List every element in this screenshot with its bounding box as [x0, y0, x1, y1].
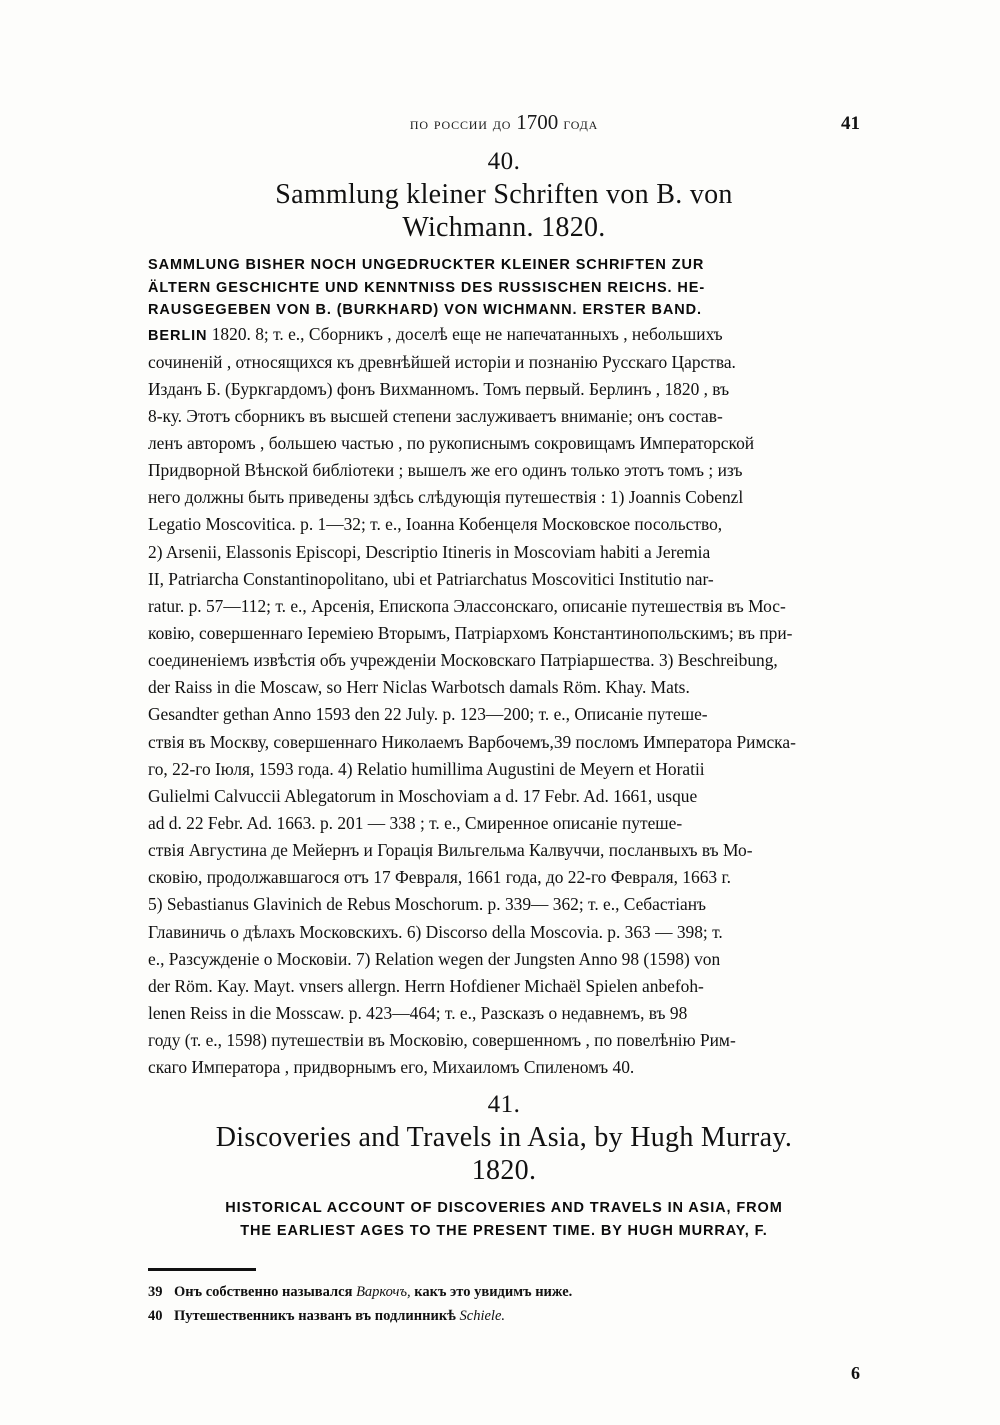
sheet-signature: 6 [851, 1363, 860, 1384]
entry-40-title-line-1: Sammlung kleiner Schriften von B. von [275, 179, 733, 210]
caps-line: HISTORICAL ACCOUNT OF DISCOVERIES AND TRAVELS IN ASIA, FROM [225, 1200, 783, 1217]
body-line: Главиничь о дѣлахъ Московскихъ. 6) Discorso della Moscovia. p. 363 — 398; т. [148, 921, 723, 942]
body-line: году (т. е., 1598) путешествіи въ Московію, совершенномъ , по повелѣнію Рим- [148, 1030, 736, 1051]
footnote-text-before: Путешественникъ названъ въ подлинникѣ [174, 1307, 460, 1324]
footnote-number: 39 [148, 1284, 163, 1301]
body-line: Изданъ Б. (Буркгардомъ) фонъ Вихманномъ. Томъ первый. Берлинъ , 1820 , въ [148, 378, 730, 399]
body-line: 5) Sebastianus Glavinich de Rebus Moschorum. p. 339— 362; т. е., Себастіанъ [148, 894, 707, 915]
caps-line-inline: BERLIN [148, 328, 208, 345]
body-line: 2) Arsenii, Elassonis Episcopi, Descriptio Itineris in Moscoviam habiti a Jeremia [148, 541, 711, 562]
footnote-separator [148, 1268, 256, 1271]
footnote-text-before: Онъ собственно назывался [174, 1284, 357, 1301]
body-line: Придворной Вѣнской библіотеки ; вышелъ же его одинъ только этотъ томъ ; изъ [148, 460, 743, 481]
body-line: ствія Августина де Мейернъ и Горація Вильгельма Калвуччи, посланвыхъ въ Мо- [148, 840, 753, 861]
body-line: сковію, продолжавшагося отъ 17 Февраля, 1661 года, до 22-го Февраля, 1663 г. [148, 867, 731, 888]
page-content [148, 110, 860, 1384]
body-line: ленъ авторомъ , большею частью , по рукописнымъ сокровищамъ Императорской [148, 433, 755, 454]
footnote-number: 40 [148, 1307, 163, 1324]
running-head [148, 110, 860, 136]
footnote-item [148, 1305, 860, 1328]
body-line: го, 22-го Іюля, 1593 года. 4) Relatio humillima Augustini de Meyern et Horatii [148, 758, 705, 779]
running-head-year: 1700 [516, 110, 559, 134]
entry-40-caps-block [148, 254, 860, 321]
running-head-prefix: по россии до [409, 114, 512, 133]
caps-line: RAUSGEGEBEN VON B. (BURKHARD) VON WICHMANN. ERSTER BAND. [148, 302, 702, 318]
body-line: der Röm. Kay. Mayt. vnsers allergn. Herrn Hofdiener Michaël Spielen anbefoh- [148, 975, 704, 996]
body-line: ratur. p. 57—112; т. е., Арсенія, Епископа Элассонскаго, описаніе путешествія въ Мос- [148, 595, 786, 616]
caps-line: ÄLTERN GESCHICHTE UND KENNTNISS DES RUSSISCHEN REICHS. HE- [148, 279, 706, 296]
running-head-text [410, 110, 598, 135]
entry-40-title [148, 178, 860, 244]
body-line: ствія въ Москву, совершеннаго Николаемъ Варбочемъ,39 посломъ Императора Римска- [148, 731, 796, 752]
footnote-item [148, 1281, 860, 1304]
running-head-suffix: года [563, 114, 599, 133]
body-line: 8-ку. Этотъ сборникъ въ высшей степени заслуживаетъ вниманіе; онъ состав- [148, 405, 723, 426]
entry-41-title-line-2: 1820. [471, 1155, 537, 1187]
footnote-text-after: какъ это увидимъ ниже. [410, 1284, 573, 1301]
body-line: него должны быть приведены здѣсь слѣдующія путешествія : 1) Joannis Cobenzl [148, 487, 744, 508]
entry-41-number: 41. [487, 1091, 521, 1119]
body-line: Legatio Moscovitica. p. 1—32; т. е., Іоанна Кобенцеля Московское посольство, [148, 514, 723, 535]
body-line [148, 321, 860, 348]
body-line-text: 1820. 8; т. е., Сборникъ , доселѣ еще не напечатанныхъ , небольшихъ [211, 324, 723, 345]
body-line: сочиненій , относящихся къ древнѣйшей исторіи и познанію Русскаго Царства. [148, 351, 736, 372]
body-line: II, Patriarcha Constantinopolitano, ubi et Patriarchatus Moscovitici Institutio nar- [148, 568, 714, 589]
body-line: lenen Reiss in die Mosscaw. p. 423—464; т. е., Разсказъ о недавнемъ, въ 98 [148, 1002, 688, 1023]
entry-41-title [148, 1121, 860, 1187]
page-number: 41 [841, 113, 860, 134]
body-line: Gesandter gethan Anno 1593 den 22 July. p. 123—200; т. е., Описаніе путеше- [148, 704, 708, 725]
body-line: ad d. 22 Febr. Ad. 1663. p. 201 — 338 ; т. е., Смиренное описаніе путеше- [148, 813, 683, 833]
body-line: соединеніемъ извѣстія объ учрежденіи Московскаго Патріаршества. 3) Beschreibung, [148, 650, 778, 671]
footnote-italic: Варкочъ, [356, 1284, 411, 1301]
footnotes [148, 1281, 860, 1328]
body-line: Gulielmi Calvuccii Ablegatorum in Moschoviam a d. 17 Febr. Ad. 1661, usque [148, 785, 698, 806]
body-line: е., Разсужденіе о Московіи. 7) Relation wegen der Jungsten Anno 98 (1598) von [148, 948, 721, 969]
body-line: скаго Императора , придворнымъ его, Михаиломъ Спиленомъ 40. [148, 1057, 635, 1078]
body-line: der Raiss in die Moscaw, so Herr Niclas Warbotsch damals Röm. Khay. Mats. [148, 677, 690, 698]
entry-41-caps-block [148, 1197, 860, 1242]
caps-line: THE EARLIEST AGES TO THE PRESENT TIME. BY HUGH MURRAY, F. [240, 1222, 768, 1239]
body-line: ковію, совершеннаго Іереміею Вторымъ, Патріархомъ Константинопольскимъ; въ при- [148, 623, 793, 644]
entry-40-title-line-2: Wichmann. 1820. [402, 212, 606, 244]
entry-40-body [148, 321, 860, 1081]
entry-40-number: 40. [487, 148, 521, 175]
caps-line: SAMMLUNG BISHER NOCH UNGEDRUCKTER KLEINER SCHRIFTEN ZUR [148, 257, 705, 274]
footnote-italic: Schiele. [459, 1307, 506, 1324]
entry-41-title-line-1: Discoveries and Travels in Asia, by Hugh Murray. [215, 1122, 793, 1154]
